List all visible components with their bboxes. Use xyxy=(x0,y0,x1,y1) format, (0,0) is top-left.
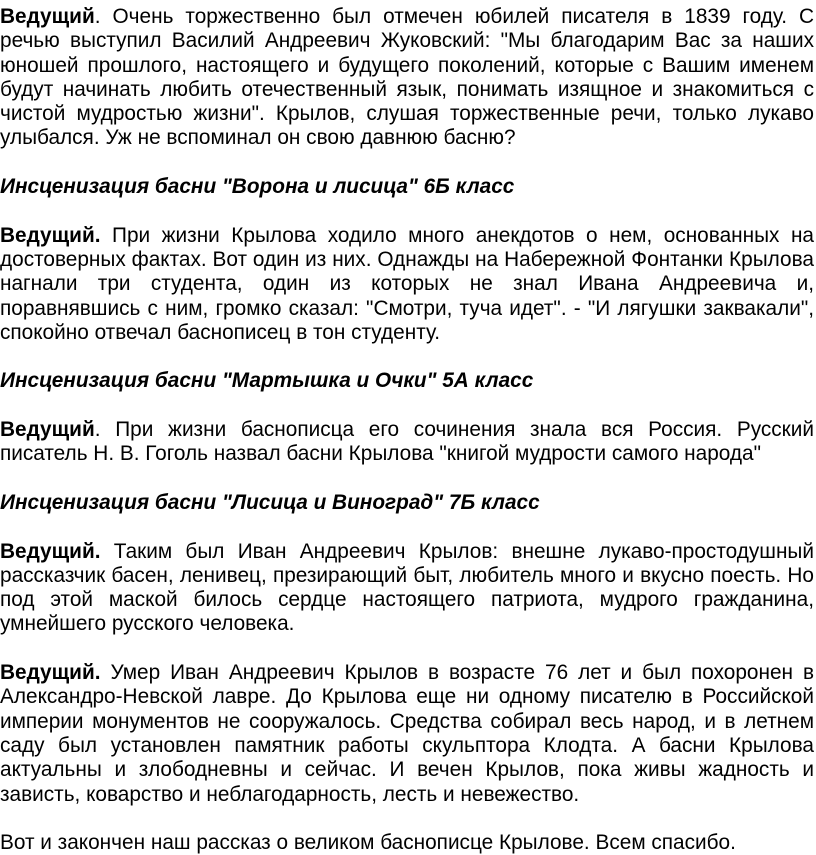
speaker-suffix: . xyxy=(94,539,101,563)
speech-text: При жизни Крылова ходило много анекдотов о нем, основанных на достоверных фактах. Вот один из них. Однажды на Набережной Фонтанки Крылова нагнали три студента, один из которых не знал Ивана Андреевича и, поравнявшись с ним, громко сказал: "Смотри, туча идет". - "И лягушки заквакали", спокойно отвечал баснописец в тон студенту. xyxy=(0,223,814,344)
speech-paragraph-1 xyxy=(0,5,814,151)
speaker-suffix: . xyxy=(94,223,101,247)
speaker-suffix: . xyxy=(94,418,101,442)
speaker-label xyxy=(0,540,101,563)
speech-text: При жизни баснописца его сочинения знала вся Россия. Русский писатель Н. В. Гоголь назвал басни Крылова "книгой мудрости самого народа" xyxy=(0,418,814,466)
speech-paragraph-2 xyxy=(0,224,814,345)
speaker-suffix: . xyxy=(94,5,101,28)
speaker-label xyxy=(0,661,101,684)
speaker-name: Ведущий xyxy=(0,223,95,247)
staging-heading-2: Инсценизация басни "Мартышка и Очки" 5А класс xyxy=(0,369,534,393)
speech-text: Очень торжественно был отмечен юбилей писателя в 1839 году. С речью выступил Василий Андреевич Жуковский: "Мы благодарим Вас за наших юношей прошлого, настоящего и будущего поколений, которые с Вашим именем будут начинать любить отечественный язык, понимать изящное и знакомиться с чистой мудростью жизни". Крылов, слушая торжественные речи, только лукаво улыбался. Уж не вспоминал он свою давнюю басню? xyxy=(0,5,814,150)
speech-text: Умер Иван Андреевич Крылов в возрасте 76 лет и был похоронен в Александро-Невской лавре. До Крылова еще ни одному писателю в Российской империи монументов не сооружалось. Средства собирал весь народ, и в летнем саду был установлен памятник работы скульптора Клодта. А басни Крылова актуальны и злободневны и сейчас. И вечен Крылов, пока живы жадность и зависть, коварство и неблагодарность, лесть и невежество. xyxy=(0,661,814,806)
speech-paragraph-5 xyxy=(0,661,814,807)
speech-text: Таким был Иван Андреевич Крылов: внешне лукаво-простодушный рассказчик басен, ленивец, презирающий быт, любитель много и вкусно поесть. Но под этой маской билось сердце настоящего патриота, мудрого гражданина, умнейшего русского человека. xyxy=(0,539,814,636)
speaker-suffix: . xyxy=(94,661,101,685)
staging-heading-3: Инсценизация басни "Лисица и Виноград" 7Б класс xyxy=(0,490,540,514)
speaker-name: Ведущий xyxy=(0,539,95,563)
speaker-name: Ведущий xyxy=(0,5,95,28)
speech-paragraph-3 xyxy=(0,418,814,467)
speaker-name: Ведущий xyxy=(0,418,95,442)
speaker-label xyxy=(0,224,101,247)
staging-heading-1: Инсценизация басни "Ворона и лисица" 6Б класс xyxy=(0,175,515,199)
speaker-label xyxy=(0,418,95,441)
speaker-name: Ведущий xyxy=(0,661,95,685)
speaker-label xyxy=(0,5,95,28)
speech-paragraph-4 xyxy=(0,540,814,637)
closing-paragraph: Вот и закончен наш рассказ о великом баснописце Крылове. Всем спасибо. xyxy=(0,831,736,855)
